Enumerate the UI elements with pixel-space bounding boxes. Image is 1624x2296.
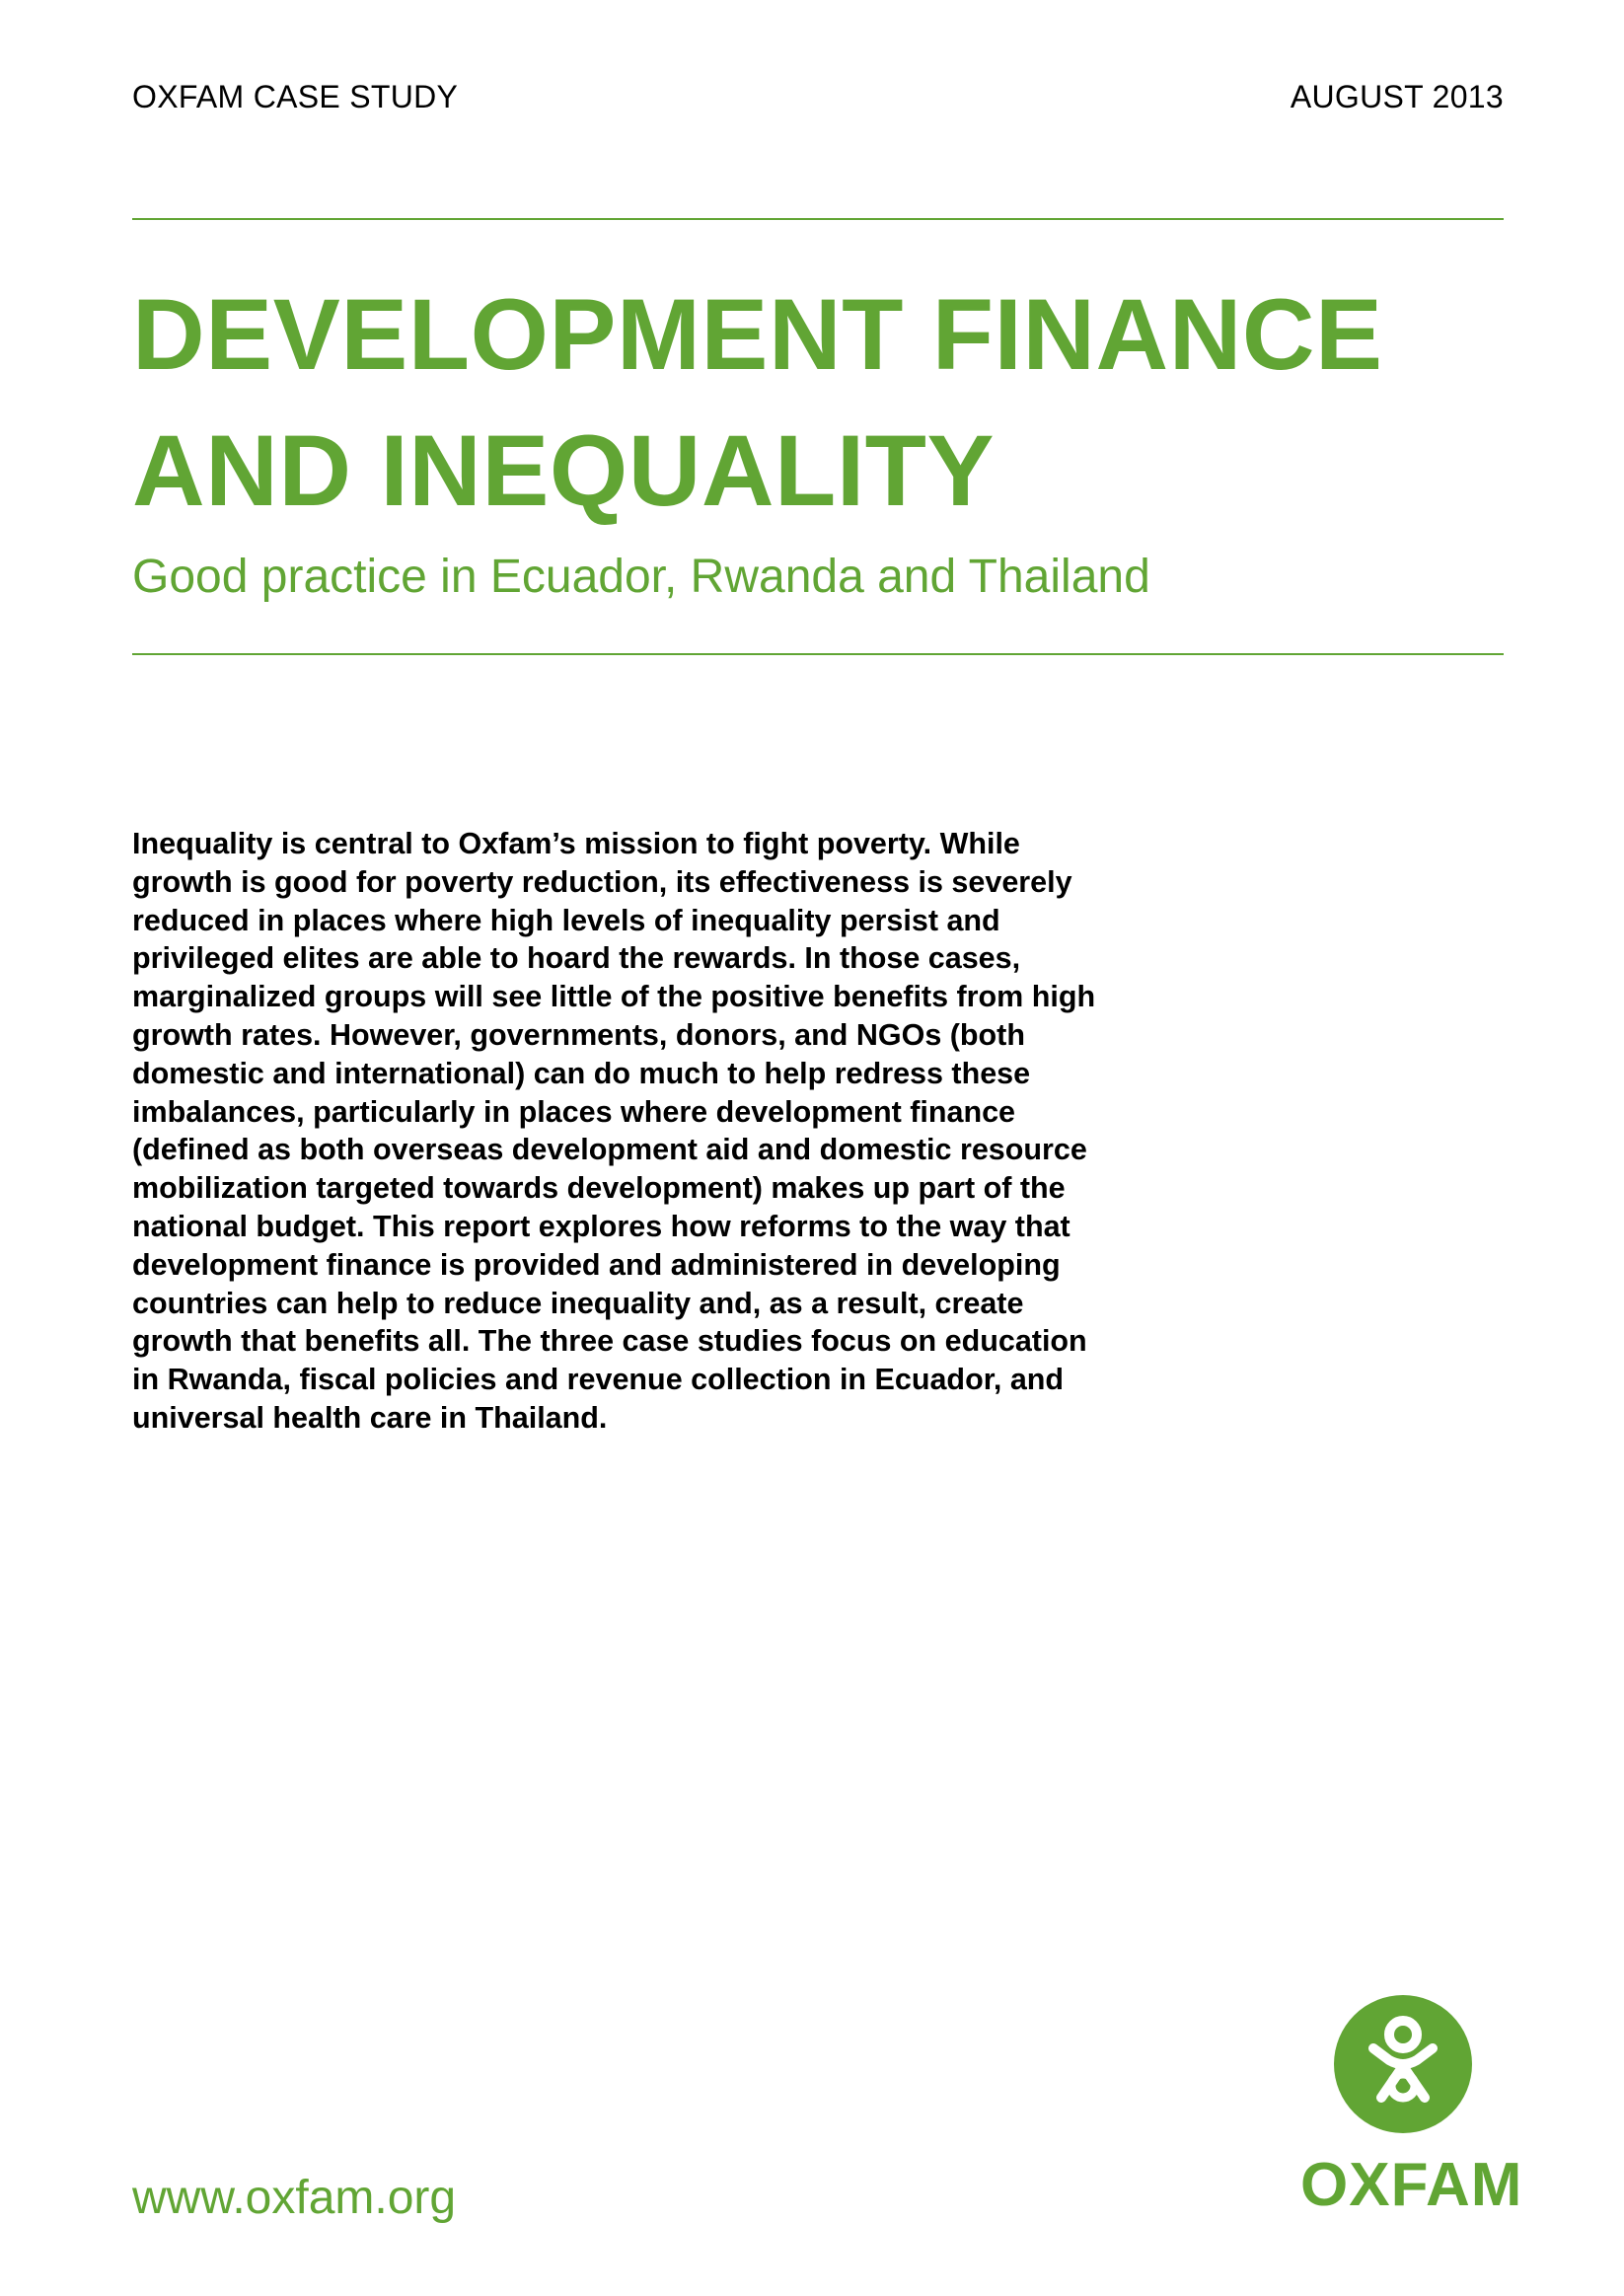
- bottom-divider: [132, 653, 1504, 655]
- oxfam-logo: [1300, 1995, 1523, 2222]
- website-link[interactable]: www.oxfam.org: [132, 2172, 457, 2224]
- document-title: DEVELOPMENT FINANCE AND INEQUALITY: [132, 278, 1383, 527]
- oxfam-wordmark: OXFAM: [1300, 2151, 1523, 2219]
- document-subtitle: Good practice in Ecuador, Rwanda and Thailand: [132, 551, 1150, 603]
- publication-type: OXFAM CASE STUDY: [132, 79, 459, 114]
- oxfam-figure-icon: [1334, 1995, 1472, 2133]
- top-divider: [132, 218, 1504, 220]
- summary-paragraph: Inequality is central to Oxfam’s mission to fight poverty. While growth is good for poverty reduction, its effectiveness is severely reduced in places where high levels of inequality persist and privileged elites are able to hoard the rewards. In those cases, marginalized groups will see little of the positive benefits from high growth rates. However, governments, donors, and NGOs (both domestic and international) can do much to help redress these imbalances, particularly in places where development finance (defined as both overseas development aid and domestic resource mobilization targeted towards development) makes up part of the national budget. This report explores how reforms to the way that development finance is provided and administered in developing countries can help to reduce inequality and, as a result, create growth that benefits all. The three case studies focus on education in Rwanda, fiscal policies and revenue collection in Ecuador, and universal health care in Thailand.: [132, 827, 1096, 1435]
- publication-date: AUGUST 2013: [1290, 79, 1504, 114]
